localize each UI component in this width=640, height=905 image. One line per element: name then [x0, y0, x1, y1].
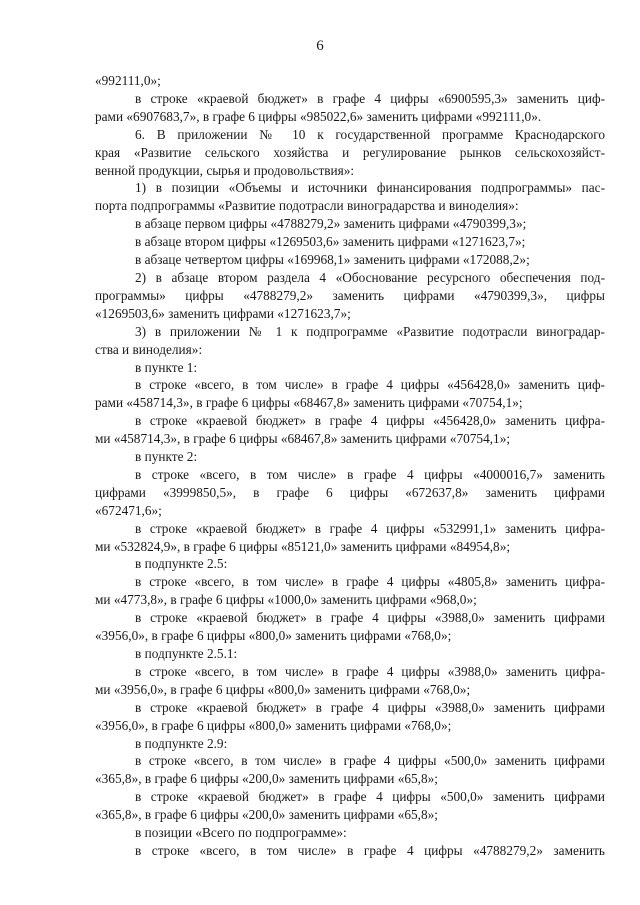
- text-line: в строке «краевой бюджет» в графе 4 цифры «500,0» заменить цифрами: [135, 789, 605, 805]
- text-line: «672471,6»;: [95, 502, 162, 518]
- text-line: ми «458714,3», в графе 6 цифры «68467,8» заменить цифрами «70754,1»;: [95, 431, 511, 447]
- text-line: ми «4773,8», в графе 6 цифры «1000,0» заменить цифрами «968,0»;: [95, 592, 477, 608]
- text-line: в строке «всего, в том числе» в графе 4 цифры «4805,8» заменить цифра-: [135, 574, 605, 590]
- text-line: в пункте 1:: [135, 359, 198, 375]
- text-line: цифрами «3999850,5», в графе 6 цифры «672637,8» заменить цифрами: [95, 484, 605, 500]
- text-line: «365,8», в графе 6 цифры «200,0» заменить цифрами «65,8»;: [95, 771, 438, 787]
- text-line: ми «3956,0», в графе 6 цифры «800,0» заменить цифрами «768,0»;: [95, 681, 471, 697]
- text-line: «3956,0», в графе 6 цифры «800,0» заменить цифрами «768,0»;: [95, 717, 452, 733]
- text-line: программы» цифры «4788279,2» заменить цифрами «4790399,3», цифры: [95, 287, 605, 303]
- text-line: 2) в абзаце втором раздела 4 «Обоснование ресурсного обеспечения под-: [135, 269, 605, 285]
- text-line: в строке «краевой бюджет» в графе 4 цифры «532991,1» заменить цифра-: [135, 520, 605, 536]
- text-line: в абзаце первом цифры «4788279,2» заменить цифрами «4790399,3»;: [135, 216, 527, 232]
- text-line: в пункте 2:: [135, 449, 198, 465]
- text-line: 6. В приложении № 10 к государственной программе Краснодарского: [135, 126, 605, 142]
- text-line: в подпункте 2.9:: [135, 735, 228, 751]
- text-line: ми «532824,9», в графе 6 цифры «85121,0» заменить цифрами «84954,8»;: [95, 538, 511, 554]
- text-line: «1269503,6» заменить цифрами «1271623,7»;: [95, 305, 351, 321]
- text-line: в подпункте 2.5:: [135, 556, 228, 572]
- page-number: 6: [316, 38, 324, 54]
- text-line: «365,8», в графе 6 цифры «200,0» заменить цифрами «65,8»;: [95, 807, 438, 823]
- text-line: в строке «всего, в том числе» в графе 4 цифры «500,0» заменить цифрами: [135, 753, 605, 769]
- text-line: 1) в позиции «Объемы и источники финансирования подпрограммы» пас-: [135, 180, 605, 196]
- text-line: в подпункте 2.5.1:: [135, 646, 238, 661]
- text-line: в строке «всего, в том числе» в графе 4 цифры «456428,0» заменить циф-: [135, 377, 605, 393]
- text-line: в строке «всего, в том числе» в графе 4 цифры «4000016,7» заменить: [135, 466, 605, 482]
- text-line: в строке «краевой бюджет» в графе 4 цифры «3988,0» заменить цифрами: [135, 610, 605, 626]
- text-line: «992111,0»;: [95, 73, 161, 88]
- text-line: края «Развитие сельского хозяйства и регулирование рынков сельскохозяйст-: [95, 144, 605, 160]
- document-body: [95, 72, 605, 860]
- text-line: в абзаце четвертом цифры «169968,1» заменить цифрами «172088,2»;: [135, 252, 530, 268]
- text-line: в позиции «Всего по подпрограмме»:: [135, 825, 347, 841]
- text-line: ства и виноделия»:: [95, 341, 203, 357]
- text-line: венной продукции, сырья и продовольствия»:: [95, 162, 355, 178]
- text-line: 3) в приложении № 1 к подпрограмме «Развитие подотрасли виноградар-: [135, 323, 605, 339]
- text-line: порта подпрограммы «Развитие подотрасли виноградарства и виноделия»:: [95, 198, 519, 214]
- text-line: в строке «всего, в том числе» в графе 4 цифры «3988,0» заменить цифра-: [135, 663, 605, 679]
- text-line: рами «6907683,7», в графе 6 цифры «985022,6» заменить цифрами «992111,0».: [95, 108, 542, 124]
- text-line: в строке «краевой бюджет» в графе 4 цифры «3988,0» заменить цифрами: [135, 699, 605, 715]
- text-line: в строке «краевой бюджет» в графе 4 цифры «6900595,3» заменить циф-: [135, 90, 605, 106]
- text-line: в абзаце втором цифры «1269503,6» заменить цифрами «1271623,7»;: [135, 234, 526, 250]
- text-line: в строке «всего, в том числе» в графе 4 цифры «4788279,2» заменить: [135, 842, 605, 858]
- text-line: «3956,0», в графе 6 цифры «800,0» заменить цифрами «768,0»;: [95, 628, 452, 644]
- text-line: в строке «краевой бюджет» в графе 4 цифры «456428,0» заменить цифра-: [135, 413, 605, 429]
- text-line: рами «458714,3», в графе 6 цифры «68467,8» заменить цифрами «70754,1»;: [95, 395, 523, 411]
